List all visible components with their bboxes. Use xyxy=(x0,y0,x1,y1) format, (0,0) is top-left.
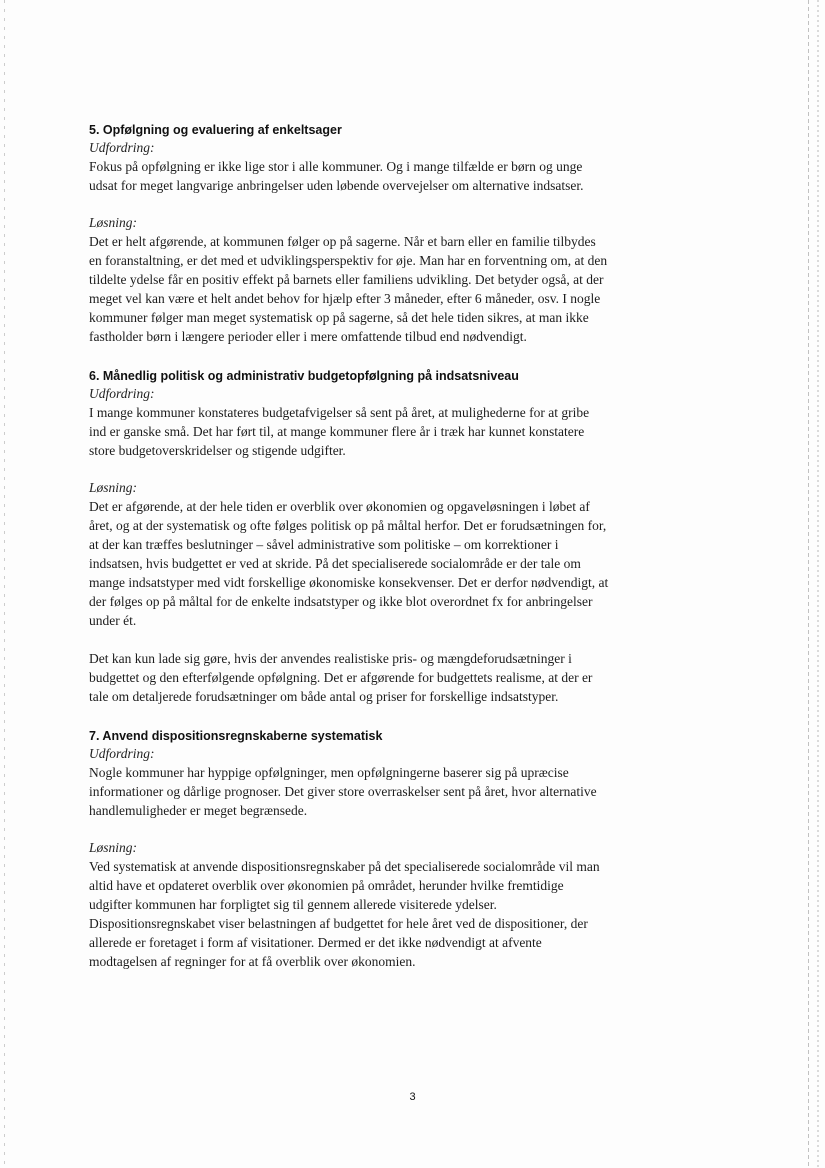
scan-edge-left xyxy=(4,0,5,1168)
section-7 xyxy=(89,728,609,971)
solution-label: Løsning: xyxy=(89,215,138,230)
challenge-label: Udfordring: xyxy=(89,386,155,401)
document-body xyxy=(89,122,609,993)
solution-label: Løsning: xyxy=(89,480,138,495)
challenge-text: Nogle kommuner har hyppige opfølgninger, men opfølgningerne baserer sig på upræcise informationer og dårlige prognoser. Det giver store overraskelser sent på året, hvor alternative handlemuligheder er meget begrænsede. xyxy=(89,765,597,818)
challenge-label: Udfordring: xyxy=(89,140,155,155)
challenge-label: Udfordring: xyxy=(89,746,155,761)
solution-paragraph: Ved systematisk at anvende dispositionsregnskaber på det specialiserede socialområde vil man altid have et opdateret overblik over økonomien på området, herunder hvilke fremtidige udgifter kommunen har forpligtet sig til gennem allerede visiterede ydelser. Dispositionsregnskabet viser belastningen af budgettet for hele året ved de dispositioner, der allerede er foretaget i form af visitationer. Dermed er det ikke nødvendigt at afvente modtagelsen af regninger for at få overblik over økonomien. xyxy=(89,859,600,969)
scan-edge-right xyxy=(808,0,809,1168)
section-heading: 6. Månedlig politisk og administrativ budgetopfølgning på indsatsniveau xyxy=(89,369,519,383)
solution-paragraph: Det kan kun lade sig gøre, hvis der anvendes realistiske pris- og mængdeforudsætninger i budgettet og den efterfølgende opfølgning. Det er afgørende for budgettets realisme, at der er tale om detaljerede forudsætninger om både antal og priser for forskellige indsatstyper. xyxy=(89,651,593,704)
solution-paragraph: Det er helt afgørende, at kommunen følger op på sagerne. Når et barn eller en familie tilbydes en foranstaltning, er det med et udviklingsperspektiv for øje. Man har en forventning om, at den tildelte ydelse får en positiv effekt på barnets eller familiens udvikling. Det betyder også, at der meget vel kan være et helt andet behov for hjælp efter 3 måneder, efter 6 måneder, osv. I nogle kommuner følger man meget systematisk op på sagerne, så det hele tiden sikres, at man ikke fastholder børn i længere perioder eller i mere omfattende tilbud end nødvendigt. xyxy=(89,234,608,344)
challenge-text: I mange kommuner konstateres budgetafvigelser så sent på året, at mulighederne for at gribe ind er ganske små. Det har ført til, at mange kommuner flere år i træk har kunnet konstatere store budgetoverskridelser og stigende udgifter. xyxy=(89,405,590,458)
section-heading: 5. Opfølgning og evaluering af enkeltsager xyxy=(89,123,342,137)
section-heading: 7. Anvend dispositionsregnskaberne systematisk xyxy=(89,729,383,743)
section-5 xyxy=(89,122,609,346)
section-6 xyxy=(89,368,609,706)
solution-paragraph: Det er afgørende, at der hele tiden er overblik over økonomien og opgaveløsningen i løbet af året, og at der systematisk og ofte følges politisk op på måltal herfor. Det er forudsætningen for, at der kan træffes beslutninger – såvel administrative som politiske – om korrektioner i indsatsen, hvis budgettet er ved at skride. På det specialiserede socialområde er der tale om mange indsatstyper med vidt forskellige økonomiske konsekvenser. Det er derfor nødvendigt, at der følges op på måltal for de enkelte indsatstyper og ikke blot overordnet fx for anbringelser under ét. xyxy=(89,499,609,628)
page-number: 3 xyxy=(409,1091,416,1103)
solution-label: Løsning: xyxy=(89,840,138,855)
scan-edge-right-outer xyxy=(817,0,819,1168)
challenge-text: Fokus på opfølgning er ikke lige stor i alle kommuner. Og i mange tilfælde er børn og unge udsat for meget langvarige anbringelser uden løbende overvejelser om alternative indsatser. xyxy=(89,159,584,193)
